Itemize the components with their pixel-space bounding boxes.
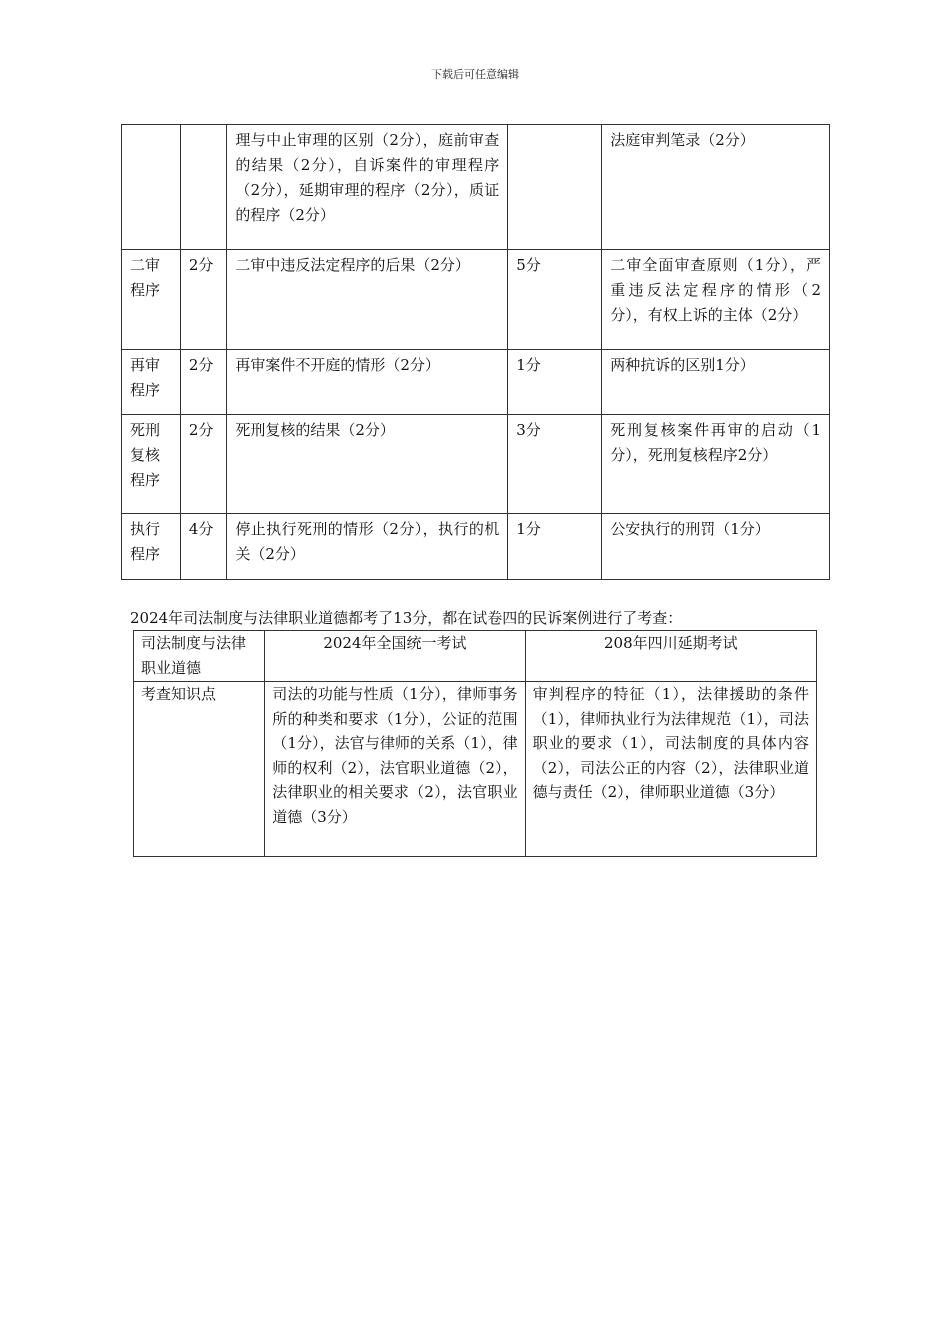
judicial-ethics-table bbox=[133, 630, 817, 857]
row-label-cell: 考查知识点 bbox=[134, 682, 265, 857]
table-row bbox=[122, 350, 830, 415]
procedure-name-cell: 再审程序 bbox=[122, 350, 181, 415]
knowledge-point-cell: 再审案件不开庭的情形（2分） bbox=[227, 350, 508, 415]
summary-note: 2024年司法制度与法律职业道德都考了13分，都在试卷四的民诉案例进行了考查： bbox=[130, 609, 683, 627]
table-row bbox=[122, 250, 830, 350]
procedure-name-cell: 死刑复核程序 bbox=[122, 415, 181, 514]
table-row bbox=[122, 125, 830, 250]
score-cell: 2分 bbox=[180, 350, 226, 415]
score-cell: 1分 bbox=[508, 350, 602, 415]
knowledge-point-cell: 死刑复核的结果（2分） bbox=[227, 415, 508, 514]
score-cell: 1分 bbox=[508, 514, 602, 580]
score-cell: 4分 bbox=[180, 514, 226, 580]
procedure-name-cell: 二审程序 bbox=[122, 250, 181, 350]
table-row bbox=[134, 682, 817, 857]
table-row bbox=[122, 514, 830, 580]
header-cell-sichuan: 208年四川延期考试 bbox=[525, 631, 816, 682]
knowledge-point-cell: 法庭审判笔录（2分） bbox=[602, 125, 830, 250]
procedure-name-cell: 执行程序 bbox=[122, 514, 181, 580]
knowledge-point-cell: 死刑复核案件再审的启动（1分），死刑复核程序2分） bbox=[602, 415, 830, 514]
knowledge-point-cell: 二审全面审查原则（1分），严重违反法定程序的情形（2分），有权上诉的主体（2分） bbox=[602, 250, 830, 350]
knowledge-point-cell: 停止执行死刑的情形（2分），执行的机关（2分） bbox=[227, 514, 508, 580]
knowledge-point-cell: 两种抗诉的区别1分） bbox=[602, 350, 830, 415]
page-header: 下载后可任意编辑 bbox=[431, 68, 519, 81]
knowledge-point-cell: 公安执行的刑罚（1分） bbox=[602, 514, 830, 580]
score-cell bbox=[180, 125, 226, 250]
knowledge-point-cell: 二审中违反法定程序的后果（2分） bbox=[227, 250, 508, 350]
header-cell-subject: 司法制度与法律职业道德 bbox=[134, 631, 265, 682]
score-cell: 2分 bbox=[180, 415, 226, 514]
knowledge-point-cell: 理与中止审理的区别（2分），庭前审查的结果（2分），自诉案件的审理程序（2分），延期审理的程序（2分），质证的程序（2分） bbox=[227, 125, 508, 250]
procedure-name-cell bbox=[122, 125, 181, 250]
score-cell: 3分 bbox=[508, 415, 602, 514]
knowledge-point-cell: 审判程序的特征（1），法律援助的条件（1），律师执业行为法律规范（1），司法职业的要求（1），司法制度的具体内容（2），司法公正的内容（2），法律职业道德与责任（2），律师职业道德（3分） bbox=[525, 682, 816, 857]
score-cell: 2分 bbox=[180, 250, 226, 350]
score-cell bbox=[508, 125, 602, 250]
table-row bbox=[122, 415, 830, 514]
header-cell-2024: 2024年全国统一考试 bbox=[265, 631, 525, 682]
score-cell: 5分 bbox=[508, 250, 602, 350]
exam-points-table bbox=[121, 124, 830, 580]
knowledge-point-cell: 司法的功能与性质（1分），律师事务所的种类和要求（1分），公证的范围（1分），法官与律师的关系（1），律师的权利（2），法官职业道德（2），法律职业的相关要求（2），法官职业道德（3分） bbox=[265, 682, 525, 857]
table-header-row bbox=[134, 631, 817, 682]
